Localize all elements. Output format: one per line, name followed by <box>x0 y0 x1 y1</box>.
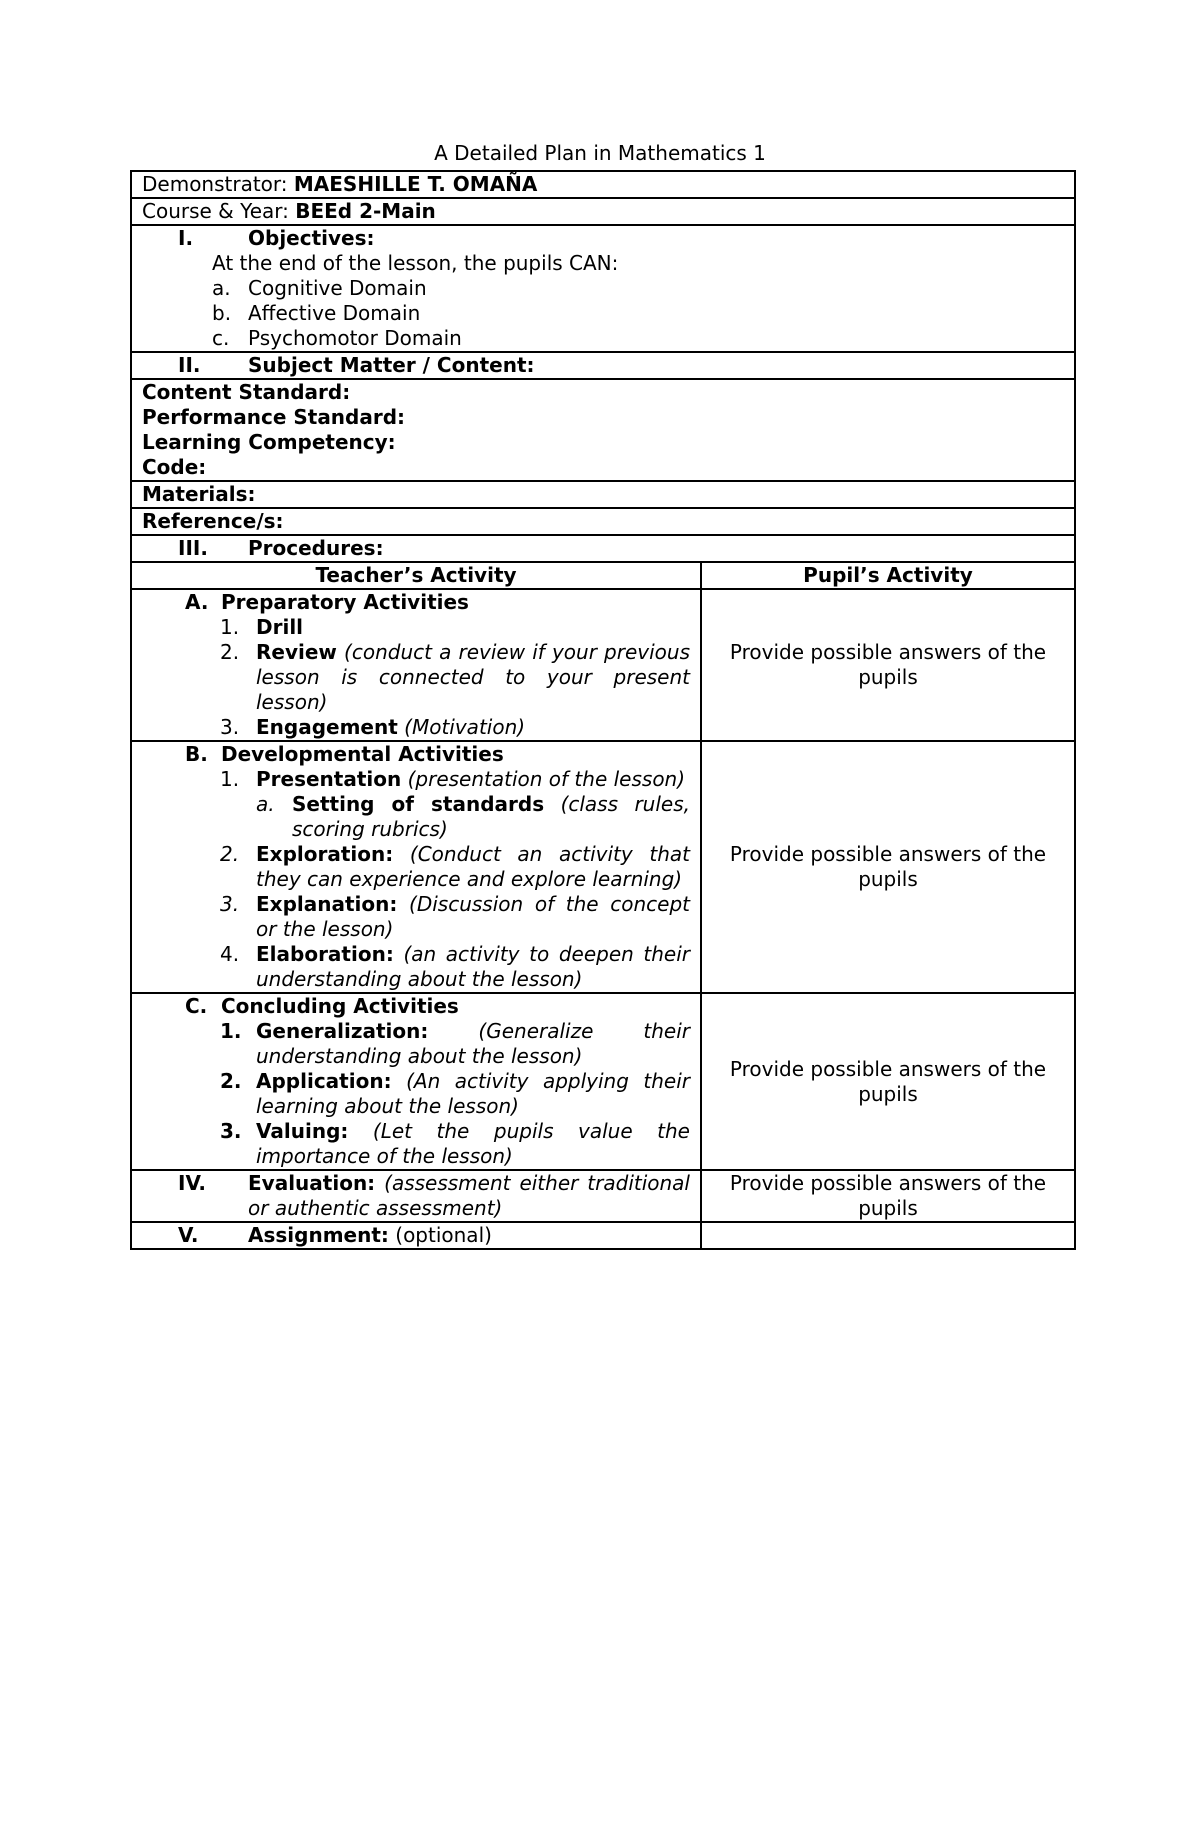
lesson-plan-table <box>130 170 1076 1250</box>
objective-marker: b. <box>212 301 232 325</box>
item-marker: 1. <box>220 767 240 791</box>
objective-text: Cognitive Domain <box>248 276 427 300</box>
item-title: Presentation <box>256 767 402 791</box>
standards-row <box>131 379 1075 481</box>
item-note: (An activity applying their learning about the lesson) <box>256 1069 690 1118</box>
assignment-row <box>131 1222 1075 1249</box>
item-title: Drill <box>256 615 304 639</box>
objective-item <box>142 276 1064 301</box>
section-heading <box>142 590 690 615</box>
item-marker: 2. <box>220 1069 242 1093</box>
item-marker: 1. <box>220 615 240 639</box>
demonstrator-label: Demonstrator: <box>142 172 288 196</box>
item-marker: 4. <box>220 942 240 966</box>
section-marker: A. <box>185 590 209 614</box>
performance-standard-label: Performance Standard: <box>142 405 406 429</box>
concluding-row <box>131 993 1075 1170</box>
materials-label: Materials: <box>142 482 256 506</box>
item-title: Engagement <box>256 715 398 739</box>
item-note: (Motivation) <box>404 715 526 739</box>
item-note: (presentation of the lesson) <box>407 767 686 791</box>
item-note: (conduct a review if your previous lesson is connected to your present lesson) <box>256 640 691 714</box>
activity-item <box>142 767 690 792</box>
course-year-label: Course & Year: <box>142 199 289 223</box>
procedures-numeral: III. <box>178 536 208 560</box>
subject-matter-row <box>131 352 1075 379</box>
item-title: Valuing: <box>256 1119 349 1143</box>
pupil-activity-header: Pupil’s Activity <box>701 562 1075 589</box>
item-note: (Generalize their understanding about the lesson) <box>256 1019 690 1068</box>
item-title: Exploration: <box>256 842 394 866</box>
code-label: Code: <box>142 455 207 479</box>
developmental-row <box>131 741 1075 993</box>
section-title: Concluding Activities <box>221 994 459 1018</box>
item-marker: 1. <box>220 1019 242 1043</box>
assignment-pupil-cell <box>701 1222 1075 1249</box>
objective-text: Affective Domain <box>248 301 421 325</box>
assignment-title: Assignment: <box>248 1223 389 1247</box>
objectives-intro: At the end of the lesson, the pupils CAN: <box>212 251 619 275</box>
item-title: Application: <box>256 1069 392 1093</box>
activity-item <box>142 892 690 942</box>
section-marker: B. <box>185 742 208 766</box>
item-marker: 3. <box>220 1119 242 1143</box>
subitem-marker: a. <box>256 792 275 816</box>
item-marker: 3. <box>220 892 240 916</box>
page-title: A Detailed Plan in Mathematics 1 <box>434 141 766 165</box>
objective-text: Psychomotor Domain <box>248 326 462 350</box>
item-title: Explanation: <box>256 892 398 916</box>
pupil-answer: Provide possible answers of the pupils <box>701 741 1075 993</box>
course-year-value: BEEd 2-Main <box>295 199 436 223</box>
objective-item <box>142 326 1064 351</box>
subject-matter-title: Subject Matter / Content: <box>248 353 535 377</box>
item-title: Review <box>256 640 337 664</box>
activity-item <box>142 640 690 715</box>
course-year-row <box>131 198 1075 225</box>
subject-matter-numeral: II. <box>178 353 201 377</box>
pupil-answer: Provide possible answers of the pupils <box>701 589 1075 741</box>
assignment-numeral: V. <box>178 1223 199 1247</box>
teacher-activity-header: Teacher’s Activity <box>131 562 701 589</box>
activity-item <box>142 1069 690 1119</box>
item-marker: 2. <box>220 842 240 866</box>
activity-subitem <box>142 792 690 842</box>
subitem-note: (class rules, scoring rubrics) <box>292 792 690 841</box>
activity-item <box>142 1019 690 1069</box>
objective-item <box>142 301 1064 326</box>
evaluation-title: Evaluation: <box>248 1171 376 1195</box>
section-title: Developmental Activities <box>221 742 504 766</box>
item-marker: 3. <box>220 715 240 739</box>
column-header-row <box>131 562 1075 589</box>
demonstrator-row <box>131 171 1075 198</box>
section-marker: C. <box>185 994 208 1018</box>
evaluation-note: (assessment either traditional or authentic assessment) <box>248 1171 690 1220</box>
item-marker: 2. <box>220 640 240 664</box>
item-title: Elaboration: <box>256 942 394 966</box>
item-note: (Discussion of the concept or the lesson) <box>256 892 691 941</box>
content-standard-label: Content Standard: <box>142 380 351 404</box>
activity-item <box>142 1119 690 1169</box>
procedures-row <box>131 535 1075 562</box>
preparatory-row <box>131 589 1075 741</box>
item-title: Generalization: <box>256 1019 429 1043</box>
objectives-numeral: I. <box>178 226 194 250</box>
objective-marker: c. <box>212 326 230 350</box>
pupil-answer: Provide possible answers of the pupils <box>701 993 1075 1170</box>
activity-item <box>142 615 690 640</box>
objectives-title: Objectives: <box>248 226 375 250</box>
activity-item <box>142 715 690 740</box>
item-note: (an activity to deepen their understanding about the lesson) <box>256 942 691 991</box>
materials-row <box>131 481 1075 508</box>
item-note: (Conduct an activity that they can experience and explore learning) <box>256 842 690 891</box>
assignment-note: (optional) <box>395 1223 492 1247</box>
subitem-title: Setting of standards <box>292 792 545 816</box>
objectives-heading <box>142 226 1064 251</box>
pupil-answer: Provide possible answers of the pupils <box>701 1170 1075 1222</box>
learning-competency-label: Learning Competency: <box>142 430 396 454</box>
references-row <box>131 508 1075 535</box>
evaluation-numeral: IV. <box>178 1171 206 1195</box>
objective-marker: a. <box>212 276 231 300</box>
activity-item <box>142 942 690 992</box>
objectives-row <box>131 225 1075 352</box>
section-title: Preparatory Activities <box>221 590 469 614</box>
demonstrator-value: MAESHILLE T. OMAÑA <box>293 172 538 196</box>
item-note: (Let the pupils value the importance of the lesson) <box>256 1119 690 1168</box>
procedures-title: Procedures: <box>248 536 384 560</box>
section-heading <box>142 994 690 1019</box>
section-heading <box>142 742 690 767</box>
evaluation-row <box>131 1170 1075 1222</box>
references-label: Reference/s: <box>142 509 284 533</box>
activity-item <box>142 842 690 892</box>
